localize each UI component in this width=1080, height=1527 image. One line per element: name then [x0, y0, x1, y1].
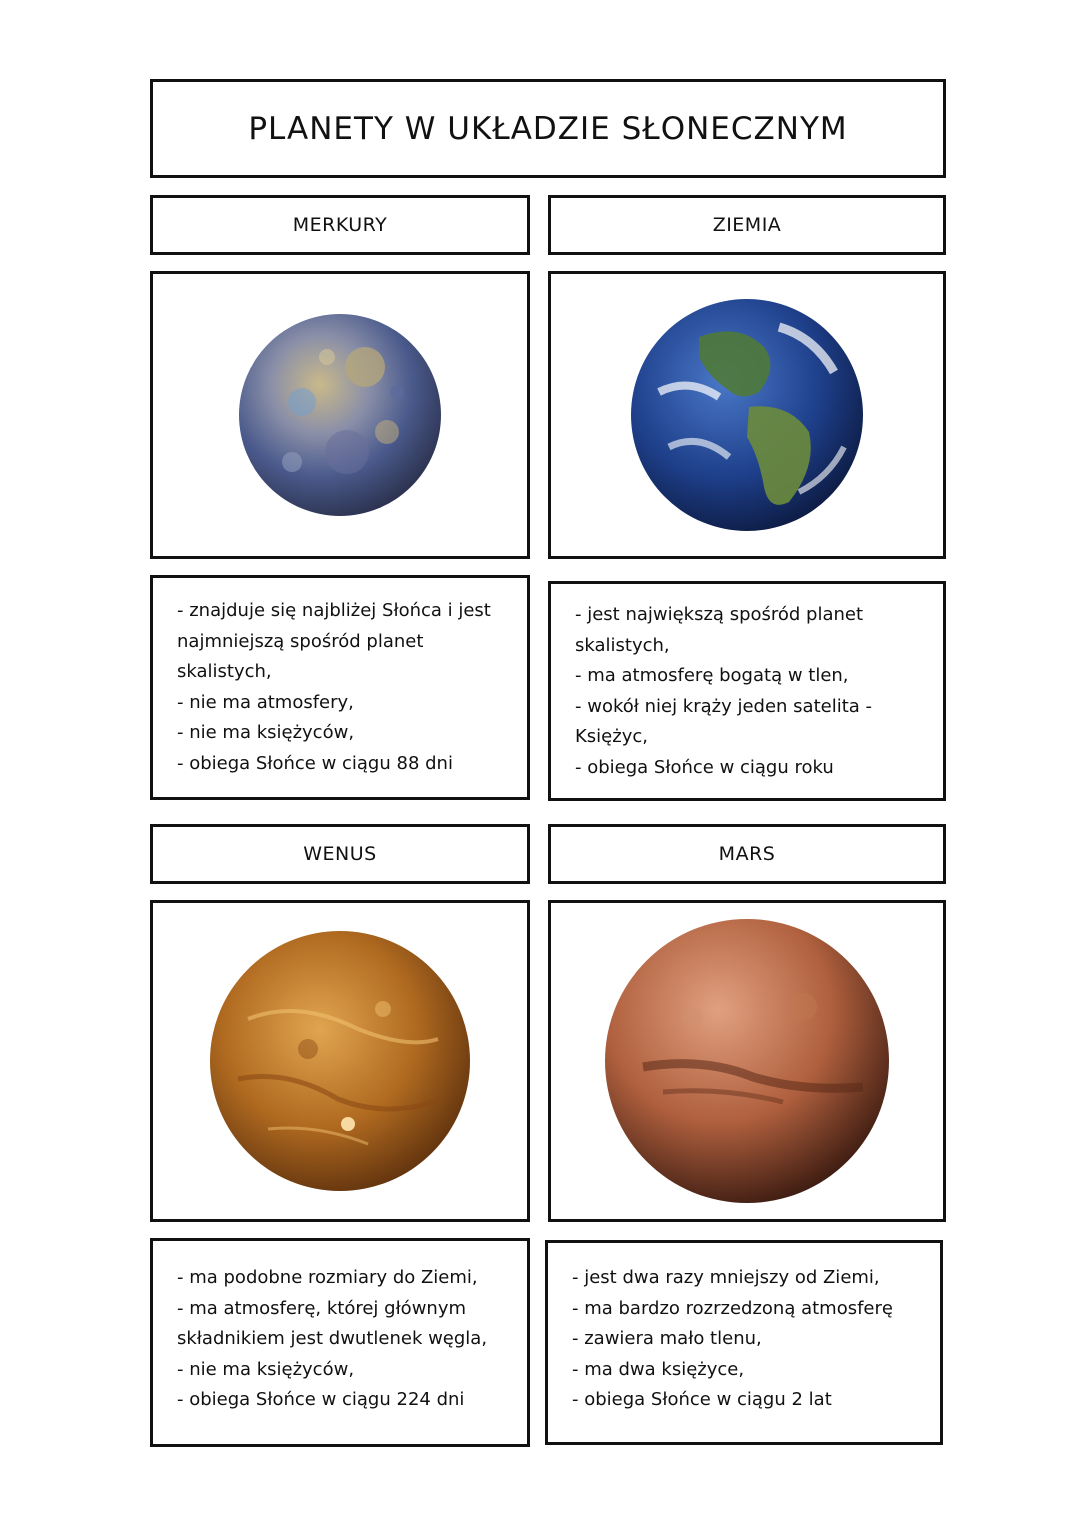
mercury-fact-line: najmniejszą spośród planet: [177, 630, 424, 652]
mercury-fact-line: - obiega Słońce w ciągu 88 dni: [177, 752, 453, 774]
mars-name: MARS: [718, 843, 776, 865]
venus-fact-line: składnikiem jest dwutlenek węgla,: [177, 1328, 488, 1349]
earth-fact-line: - wokół niej krąży jeden satelita -: [575, 695, 873, 717]
venus-planet-icon: [208, 929, 472, 1193]
mars-fact-line: - zawiera mało tlenu,: [572, 1328, 762, 1349]
earth-description-box: [548, 581, 946, 801]
mars-description-box: [545, 1240, 943, 1445]
mars-image-box: [548, 900, 946, 1222]
earth-fact-line: - jest największą spośród planet: [575, 604, 864, 625]
venus-fact-line: - obiega Słońce w ciągu 224 dni: [177, 1389, 465, 1410]
earth-label-box: [548, 195, 946, 255]
mercury-fact-line: - znajduje się najbliżej Słońca i jest: [177, 600, 491, 621]
mars-planet-icon: [603, 917, 891, 1205]
mars-fact-line: - ma bardzo rozrzedzoną atmosferę: [572, 1297, 893, 1319]
mars-label-box: [548, 824, 946, 884]
mercury-label-box: [150, 195, 530, 255]
mars-fact-line: - ma dwa księżyce,: [572, 1358, 745, 1380]
venus-fact-line: - ma atmosferę, której głównym: [177, 1297, 467, 1319]
venus-description-box: [150, 1238, 530, 1447]
page-title: PLANETY W UKŁADZIE SŁONECZNYM: [248, 110, 848, 147]
venus-name: WENUS: [303, 843, 377, 865]
venus-label-box: [150, 824, 530, 884]
mars-fact-line: - obiega Słońce w ciągu 2 lat: [572, 1389, 832, 1410]
venus-fact-line: - ma podobne rozmiary do Ziemi,: [177, 1267, 478, 1288]
venus-image-box: [150, 900, 530, 1222]
earth-fact-line: - obiega Słońce w ciągu roku: [575, 756, 834, 778]
earth-fact-line: skalistych,: [575, 634, 670, 656]
mercury-fact-line: - nie ma atmosfery,: [177, 691, 354, 713]
earth-fact-line: - ma atmosferę bogatą w tlen,: [575, 665, 849, 686]
mercury-fact-line: - nie ma księżyców,: [177, 722, 355, 743]
mercury-image-box: [150, 271, 530, 559]
venus-fact-line: - nie ma księżyców,: [177, 1358, 355, 1380]
title-box: [150, 79, 946, 178]
mercury-planet-icon: [237, 312, 443, 518]
earth-planet-icon: [629, 297, 865, 533]
mercury-name: MERKURY: [292, 214, 388, 236]
mercury-fact-line: skalistych,: [177, 661, 272, 682]
earth-image-box: [548, 271, 946, 559]
earth-fact-line: Księżyc,: [575, 726, 648, 747]
earth-name: ZIEMIA: [712, 214, 782, 236]
mars-fact-line: - jest dwa razy mniejszy od Ziemi,: [572, 1267, 880, 1288]
mercury-description-box: [150, 575, 530, 800]
